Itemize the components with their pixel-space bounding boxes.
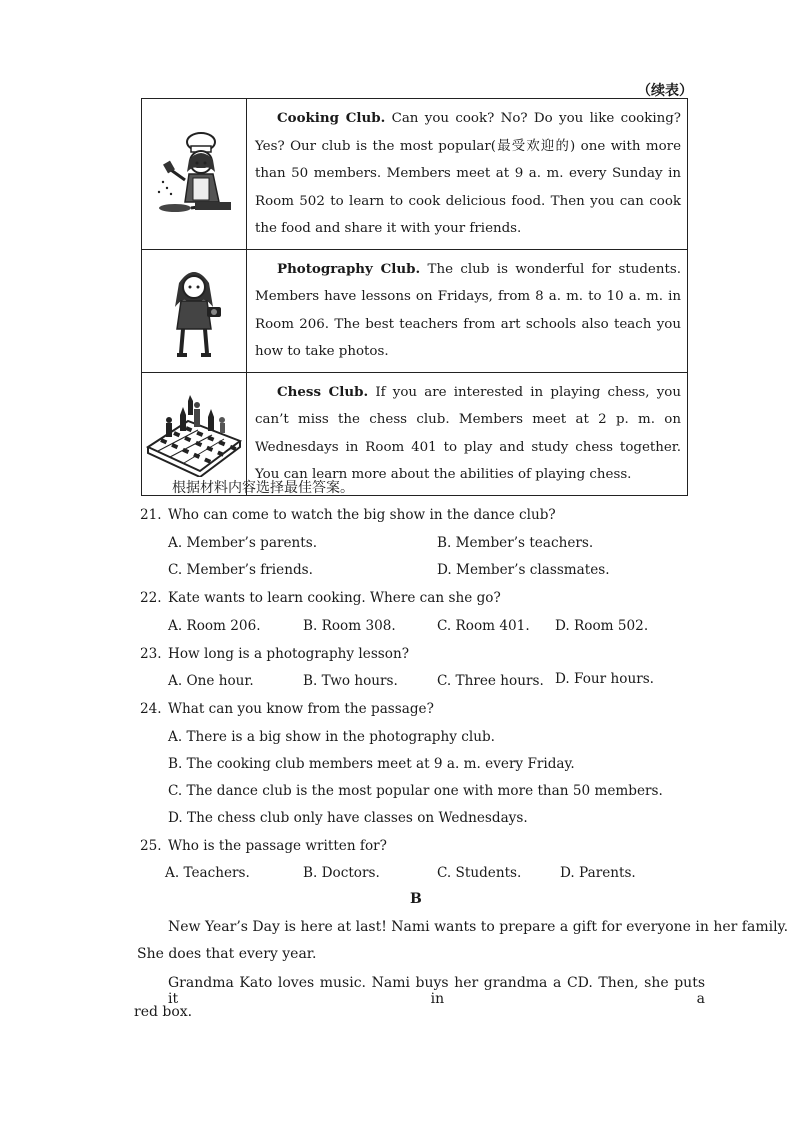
option-25-a[interactable]: A. Teachers. <box>165 865 250 881</box>
question-25 <box>140 838 387 854</box>
cooking-club-name: Cooking Club. <box>277 110 386 126</box>
option-23-c[interactable]: C. Three hours. <box>437 673 544 689</box>
photography-illustration <box>142 249 247 372</box>
option-25-b[interactable]: B. Doctors. <box>303 865 380 881</box>
question-text: Kate wants to learn cooking. Where can she go? <box>168 590 501 606</box>
section-b-heading: B <box>410 891 422 907</box>
option-24-a[interactable]: A. There is a big show in the photography club. <box>168 729 496 745</box>
passage-b-paragraph-1-line-2: She does that every year. <box>137 946 317 962</box>
question-23 <box>140 646 409 662</box>
question-22 <box>140 590 501 606</box>
question-number: 21. <box>140 507 162 523</box>
chess-club-name: Chess Club. <box>277 383 369 400</box>
question-number: 22. <box>140 590 162 606</box>
instruction-text: 根据材料内容选择最佳答案。 <box>172 480 354 496</box>
option-24-b[interactable]: B. The cooking club members meet at 9 a. m. every Friday. <box>168 756 575 772</box>
passage-b-paragraph-2-line-1: Grandma Kato loves music. Nami buys her grandma a CD. Then, she puts it in a <box>168 975 705 1007</box>
option-22-b[interactable]: B. Room 308. <box>303 618 396 634</box>
photography-club-description <box>247 249 688 372</box>
option-25-c[interactable]: C. Students. <box>437 865 522 881</box>
option-25-d[interactable]: D. Parents. <box>560 865 636 881</box>
question-text: Who is the passage written for? <box>168 838 387 854</box>
club-row-cooking <box>142 99 688 250</box>
chef-girl-icon <box>149 122 239 222</box>
question-number: 23. <box>140 646 162 662</box>
option-23-b[interactable]: B. Two hours. <box>303 673 398 689</box>
chess-club-text: If you are interested in playing chess, you can’t miss the chess club. Members meet at 2 p. m. on Wednesdays in Room 401 to play and study chess together. You can learn more about the abilities of playing chess. <box>255 384 681 482</box>
chessboard-icon <box>144 387 244 477</box>
question-21 <box>140 507 556 523</box>
question-text: How long is a photography lesson? <box>168 646 409 662</box>
option-21-d[interactable]: D. Member’s classmates. <box>437 562 610 578</box>
option-22-d[interactable]: D. Room 502. <box>555 618 649 634</box>
photography-club-name: Photography Club. <box>277 260 421 277</box>
cooking-club-description <box>247 99 688 250</box>
option-22-a[interactable]: A. Room 206. <box>168 618 261 634</box>
option-21-a[interactable]: A. Member’s parents. <box>168 535 318 551</box>
clubs-table <box>141 98 688 496</box>
option-23-a[interactable]: A. One hour. <box>168 673 254 689</box>
question-24 <box>140 701 434 717</box>
photography-club-text: The club is wonderful for students. Members have lessons on Fridays, from 8 a. m. to 10 a. m. in Room 206. The best teachers from art schools also teach you how to take photos. <box>255 261 681 359</box>
photographer-girl-icon <box>159 257 229 361</box>
passage-b-paragraph-1-line-1: New Year’s Day is here at last! Nami wants to prepare a gift for everyone in her family. <box>168 919 789 935</box>
option-24-c[interactable]: C. The dance club is the most popular one with more than 50 members. <box>168 783 663 799</box>
option-23-d[interactable]: D. Four hours. <box>555 671 654 687</box>
option-24-d[interactable]: D. The chess club only have classes on Wednesdays. <box>168 810 528 826</box>
continued-table-label: （续表） <box>637 83 693 99</box>
club-row-photography <box>142 249 688 372</box>
option-21-b[interactable]: B. Member’s teachers. <box>437 535 594 551</box>
question-number: 24. <box>140 701 162 717</box>
option-22-c[interactable]: C. Room 401. <box>437 618 530 634</box>
passage-b-paragraph-2-line-2: red box. <box>134 1004 193 1020</box>
option-21-c[interactable]: C. Member’s friends. <box>168 562 313 578</box>
cooking-illustration <box>142 99 247 250</box>
question-text: Who can come to watch the big show in the dance club? <box>168 507 556 523</box>
cooking-club-text: Can you cook? No? Do you like cooking? Yes? Our club is the most popular(最受欢迎的) one with more than 50 members. Members meet at 9 a. m. every Sunday in Room 502 to learn to cook delicious food. Then you can cook the food and share it with your friends. <box>255 111 681 236</box>
question-number: 25. <box>140 838 162 854</box>
question-text: What can you know from the passage? <box>168 701 434 717</box>
